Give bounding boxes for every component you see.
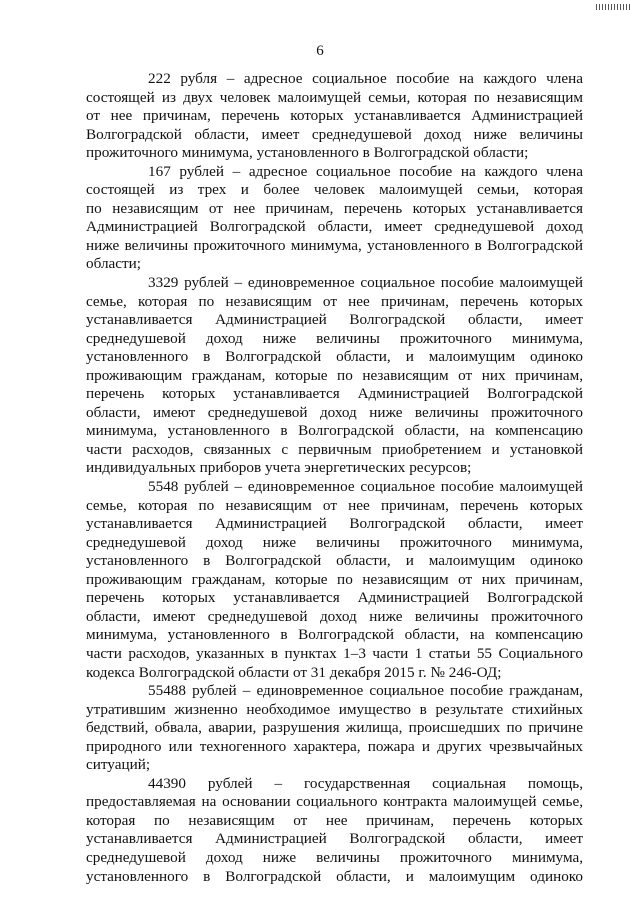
text-line: проживающим гражданам, которые по независящим от них причинам, xyxy=(86,570,583,588)
text-line: 55488 рублей – единовременное социальное пособие гражданам, xyxy=(148,682,583,700)
body-text xyxy=(86,70,583,886)
text-line: устанавливается Администрацией Волгоградской области, имеет xyxy=(86,311,583,329)
text-line: установленного в Волгоградской области, и малоимущим одиноко xyxy=(86,552,583,570)
page-number: 6 xyxy=(316,43,324,59)
text-line: семье, которая по независящим от нее причинам, перечень которых xyxy=(86,496,583,514)
text-line: семье, которая по независящим от нее причинам, перечень которых xyxy=(86,292,583,310)
text-line: минимума, установленного в Волгоградской области, на компенсацию xyxy=(86,422,583,440)
text-line: кодекса Волгоградской области от 31 декабря 2015 г. № 246-ОД; xyxy=(86,663,502,681)
text-line: 167 рублей – адресное социальное пособие на каждого члена xyxy=(148,162,583,180)
text-line: Волгоградской области, имеет среднедушевой доход ниже величины xyxy=(86,125,583,143)
text-line: установленного в Волгоградской области, и малоимущим одиноко xyxy=(86,348,583,366)
text-line: среднедушевой доход ниже величины прожиточного минимума, xyxy=(86,533,583,551)
text-line: которая по независящим от нее причинам, перечень которых xyxy=(86,811,583,829)
text-line: области, имеют среднедушевой доход ниже величины прожиточного xyxy=(86,403,583,421)
text-line: бедствий, обвала, аварии, разрушения жилища, происшедших по причине xyxy=(86,719,583,737)
text-line: 222 рубля – адресное социальное пособие на каждого члена xyxy=(148,70,583,87)
text-line: среднедушевой доход ниже величины прожиточного минимума, xyxy=(86,329,583,347)
text-line: перечень которых устанавливается Администрацией Волгоградской xyxy=(86,385,583,403)
text-line: от нее причинам, перечень которых устанавливается Администрацией xyxy=(86,107,583,125)
text-line: 44390 рублей – государственная социальная помощь, xyxy=(148,774,583,792)
text-line: устанавливается Администрацией Волгоградской области, имеет xyxy=(86,830,583,848)
text-line: прожиточного минимума, установленного в Волгоградской области; xyxy=(86,144,529,162)
text-line: 3329 рублей – единовременное социальное пособие малоимущей xyxy=(148,274,583,292)
corner-barcode-mark xyxy=(596,4,636,10)
text-line: состоящей из трех и более человек малоимущей семьи, которая xyxy=(86,181,583,199)
text-line: природного или техногенного характера, пожара и других чрезвычайных xyxy=(86,737,583,755)
text-line: области; xyxy=(86,255,141,273)
text-line: части расходов, указанных в пунктах 1–3 части 1 статьи 55 Социального xyxy=(86,644,583,662)
text-line: ситуаций; xyxy=(86,756,151,774)
text-line: установленного в Волгоградской области, и малоимущим одиноко xyxy=(86,867,583,885)
text-line: среднедушевой доход ниже величины прожиточного минимума, xyxy=(86,848,583,866)
text-line: предоставляемая на основании социального контракта малоимущей семье, xyxy=(86,793,583,811)
text-line: перечень которых устанавливается Администрацией Волгоградской xyxy=(86,589,583,607)
text-line: ниже величины прожиточного минимума, установленного в Волгоградской xyxy=(86,236,583,254)
text-line: 5548 рублей – единовременное социальное пособие малоимущей xyxy=(148,478,583,496)
text-line: Администрацией Волгоградской области, имеет среднедушевой доход xyxy=(86,218,583,236)
text-line: утратившим жизненно необходимое имущество в результате стихийных xyxy=(86,700,583,718)
text-line: индивидуальных приборов учета энергетических ресурсов; xyxy=(86,459,472,477)
text-line: по независящим от нее причинам, перечень которых устанавливается xyxy=(86,199,583,217)
text-line: минимума, установленного в Волгоградской области, на компенсацию xyxy=(86,626,583,644)
text-line: проживающим гражданам, которые по независящим от них причинам, xyxy=(86,366,583,384)
text-line: устанавливается Администрацией Волгоградской области, имеет xyxy=(86,515,583,533)
text-line: области, имеют среднедушевой доход ниже величины прожиточного xyxy=(86,607,583,625)
text-line: состоящей из двух человек малоимущей семьи, которая по независящим xyxy=(86,88,583,106)
text-line: части расходов, связанных с первичным приобретением и установкой xyxy=(86,440,583,458)
